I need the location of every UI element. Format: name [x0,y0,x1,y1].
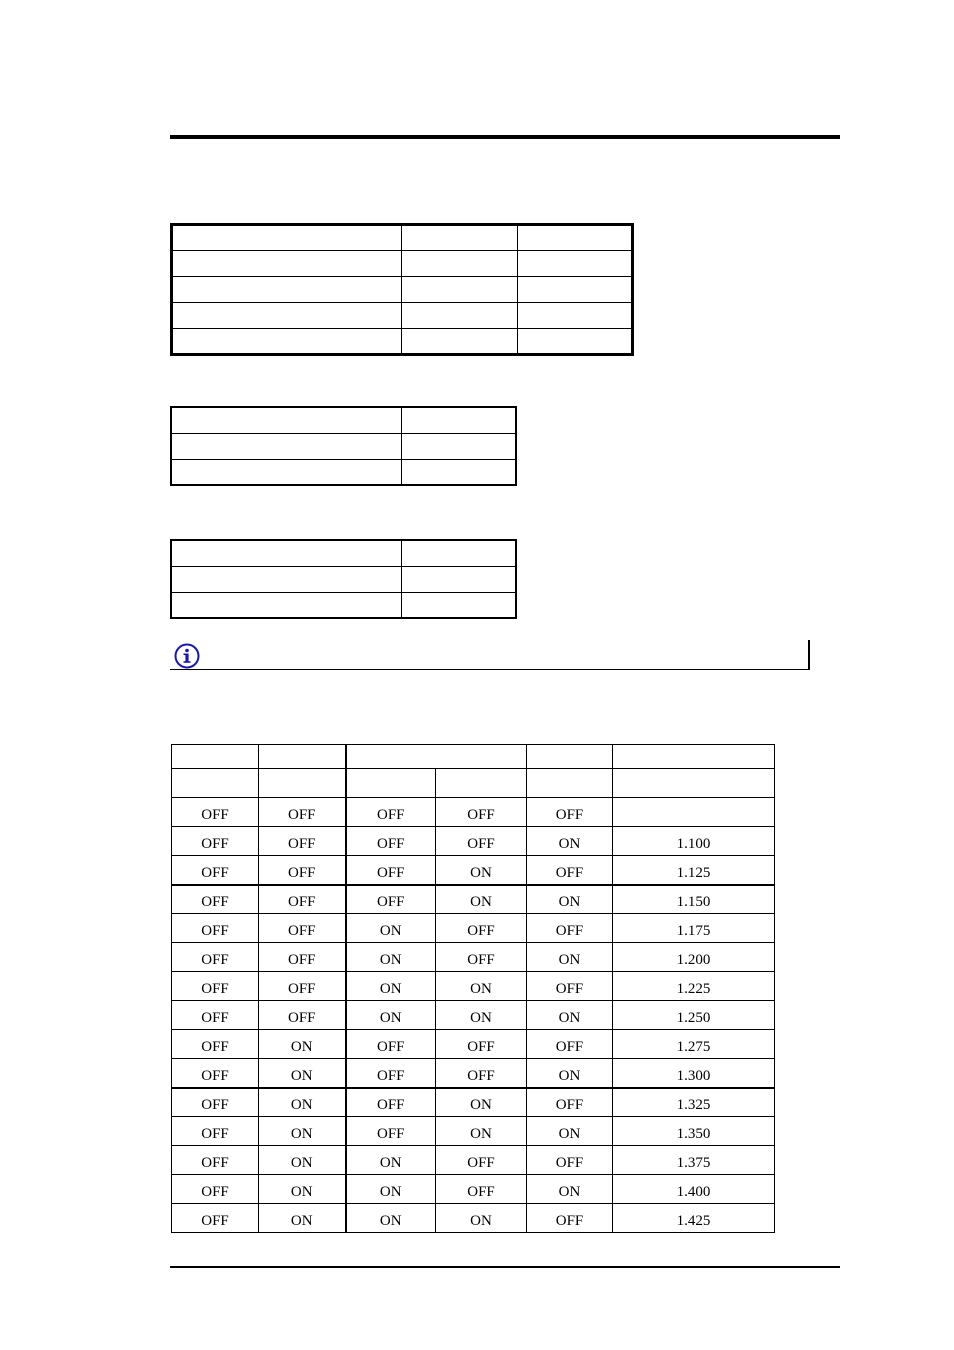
table-cell: 1.400 [613,1175,775,1204]
header-rule [170,135,840,139]
table-row [171,407,516,433]
table-cell: OFF [172,972,259,1001]
table-cell: OFF [527,1088,613,1117]
table-row [172,1001,775,1030]
table-cell: OFF [172,885,259,914]
table-row [172,1088,775,1117]
table-cell: ON [346,943,436,972]
table-cell: OFF [436,798,527,827]
table-cell: OFF [436,943,527,972]
note-box [170,640,810,670]
settings-table-1 [170,223,634,356]
table-cell: OFF [346,1088,436,1117]
table-cell: 1.250 [613,1001,775,1030]
table-cell: OFF [259,856,346,885]
table-cell: ON [436,1001,527,1030]
table-cell: 1.375 [613,1146,775,1175]
table-cell: 1.425 [613,1204,775,1233]
table-row [171,433,516,459]
table-cell: OFF [259,885,346,914]
table-row [172,856,775,885]
table-cell: 1.150 [613,885,775,914]
table-cell: ON [346,1146,436,1175]
table-cell: 1.100 [613,827,775,856]
table-cell: OFF [259,943,346,972]
settings-table-3 [170,539,517,619]
table-cell: OFF [172,1088,259,1117]
table-cell: OFF [527,1204,613,1233]
table-cell: OFF [172,1030,259,1059]
table-row [172,1059,775,1088]
table-header-row [172,745,775,769]
table-cell: OFF [436,914,527,943]
table-cell: 1.325 [613,1088,775,1117]
table-cell: OFF [172,1204,259,1233]
note-side-bar [808,640,810,670]
table-cell: ON [527,827,613,856]
table-cell: ON [436,856,527,885]
table-cell: ON [259,1175,346,1204]
footer-rule [170,1266,840,1268]
table-cell: OFF [172,798,259,827]
table-cell: OFF [346,827,436,856]
table-cell: ON [346,1204,436,1233]
table-row [172,1204,775,1233]
table-row [172,798,775,827]
table-row [172,1146,775,1175]
table-cell: ON [346,1001,436,1030]
table-cell: OFF [346,856,436,885]
table-cell: OFF [259,827,346,856]
table-cell: OFF [436,1175,527,1204]
table-row [171,459,516,485]
table-cell: OFF [527,972,613,1001]
table-cell: OFF [172,1146,259,1175]
table-row [172,1030,775,1059]
table-cell: OFF [527,856,613,885]
table-cell: OFF [172,1175,259,1204]
table-cell: ON [259,1059,346,1088]
table-cell: OFF [346,798,436,827]
table-cell: ON [436,1088,527,1117]
table-cell: ON [527,885,613,914]
table-cell: OFF [172,1059,259,1088]
table-cell [613,798,775,827]
table-cell: OFF [527,1146,613,1175]
table-cell: ON [527,1117,613,1146]
table-row [172,972,775,1001]
table-cell: ON [527,1175,613,1204]
info-icon [174,643,200,669]
table-header-row [172,769,775,798]
table-row [172,329,633,355]
table-cell: 1.275 [613,1030,775,1059]
table-cell: 1.125 [613,856,775,885]
table-cell: OFF [436,1030,527,1059]
table-cell: ON [436,1204,527,1233]
table-row [171,566,516,592]
table-cell: OFF [172,914,259,943]
table-row [172,277,633,303]
table-cell: OFF [172,1117,259,1146]
table-row [172,1117,775,1146]
table-cell: OFF [346,1059,436,1088]
table-cell: OFF [172,827,259,856]
table-cell: ON [346,1175,436,1204]
table-cell: OFF [436,1059,527,1088]
table-row [172,827,775,856]
table-cell: ON [527,1001,613,1030]
table-row [172,303,633,329]
table-cell: OFF [172,856,259,885]
note-underline [170,669,810,670]
table-row [172,885,775,914]
table-cell: ON [259,1204,346,1233]
table-cell: 1.225 [613,972,775,1001]
table-cell: 1.175 [613,914,775,943]
table-cell: 1.350 [613,1117,775,1146]
table-cell: OFF [527,798,613,827]
table-cell: ON [436,1117,527,1146]
table-cell: OFF [346,885,436,914]
table-row [171,592,516,618]
table-cell: ON [259,1146,346,1175]
table-cell: ON [346,972,436,1001]
table-cell: ON [436,972,527,1001]
table-cell: OFF [527,1030,613,1059]
table-cell: OFF [346,1030,436,1059]
table-cell: OFF [346,1117,436,1146]
table-row [172,914,775,943]
table-row [171,540,516,566]
table-cell: OFF [172,1001,259,1030]
vid-table [171,744,775,1233]
table-cell: OFF [172,943,259,972]
table-cell: ON [259,1088,346,1117]
table-cell: ON [259,1117,346,1146]
table-cell: OFF [436,1146,527,1175]
table-cell: ON [527,1059,613,1088]
table-cell: OFF [259,1001,346,1030]
table-cell: OFF [527,914,613,943]
table-cell: ON [527,943,613,972]
table-cell: ON [259,1030,346,1059]
table-row [172,251,633,277]
table-cell: OFF [259,972,346,1001]
settings-table-2 [170,406,517,486]
table-cell: ON [346,914,436,943]
table-cell: OFF [259,914,346,943]
table-cell: ON [436,885,527,914]
table-cell: 1.200 [613,943,775,972]
table-cell: 1.300 [613,1059,775,1088]
table-row [172,1175,775,1204]
vid-table-body [172,798,775,1233]
table-cell: OFF [259,798,346,827]
table-row [172,225,633,251]
table-cell: OFF [436,827,527,856]
table-row [172,943,775,972]
